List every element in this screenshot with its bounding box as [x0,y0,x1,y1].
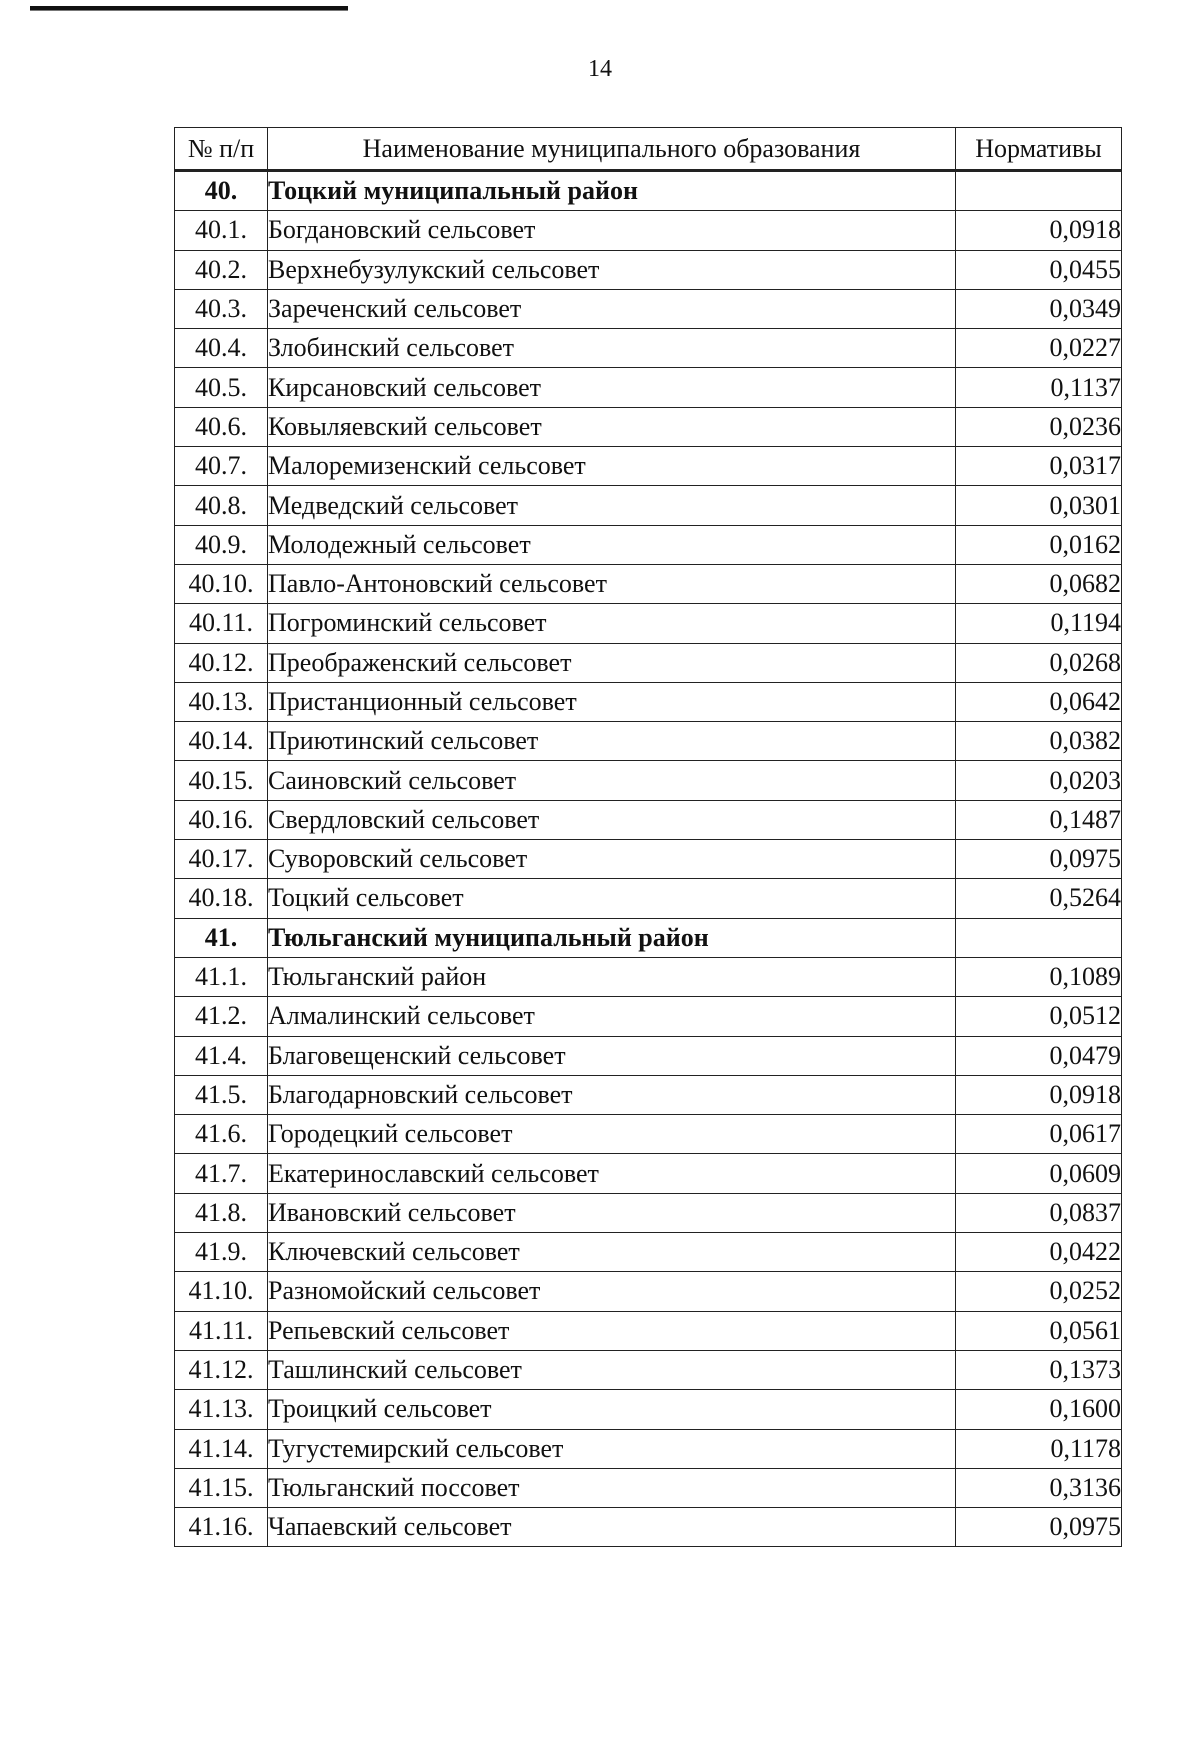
municipality-name: Разномойский сельсовет [268,1272,956,1311]
municipality-name: Благодарновский сельсовет [268,1075,956,1114]
row-number: 40.4. [175,329,268,368]
row-number: 40.9. [175,525,268,564]
norm-value: 0,0609 [956,1154,1122,1193]
district-name: Тюльганский муниципальный район [268,918,956,957]
table-row [175,486,1122,525]
row-number: 41.15. [175,1468,268,1507]
municipality-name: Свердловский сельсовет [268,800,956,839]
municipality-name: Троицкий сельсовет [268,1390,956,1429]
row-number: 40.13. [175,682,268,721]
table-row [175,997,1122,1036]
norm-value: 0,0422 [956,1233,1122,1272]
table-row [175,1233,1122,1272]
municipality-name: Саиновский сельсовет [268,761,956,800]
municipality-name: Малоремизенский сельсовет [268,447,956,486]
norm-value: 0,0252 [956,1272,1122,1311]
table-row [175,250,1122,289]
municipality-name: Тюльганский район [268,957,956,996]
municipality-name: Чапаевский сельсовет [268,1508,956,1547]
municipality-name: Ивановский сельсовет [268,1193,956,1232]
norm-value: 0,3136 [956,1468,1122,1507]
municipality-name: Городецкий сельсовет [268,1115,956,1154]
norm-value: 0,0975 [956,840,1122,879]
table-row [175,1350,1122,1389]
row-number: 41.12. [175,1350,268,1389]
municipality-name: Верхнебузулукский сельсовет [268,250,956,289]
table-row [175,329,1122,368]
norm-value: 0,0349 [956,289,1122,328]
row-number: 41.16. [175,1508,268,1547]
row-number: 40.17. [175,840,268,879]
norm-value: 0,0301 [956,486,1122,525]
norm-value: 0,0617 [956,1115,1122,1154]
norm-value: 0,1089 [956,957,1122,996]
table-row [175,407,1122,446]
row-number: 40.18. [175,879,268,918]
norm-value: 0,0268 [956,643,1122,682]
table-row [175,682,1122,721]
norm-value: 0,1194 [956,604,1122,643]
municipality-name: Екатеринославский сельсовет [268,1154,956,1193]
table-row [175,1468,1122,1507]
table-row [175,289,1122,328]
norm-value [956,171,1122,211]
norm-value: 0,0203 [956,761,1122,800]
table-row [175,604,1122,643]
municipality-name: Суворовский сельсовет [268,840,956,879]
table-row [175,957,1122,996]
table-row [175,1429,1122,1468]
table-row [175,1272,1122,1311]
row-number: 41.14. [175,1429,268,1468]
table-row [175,1115,1122,1154]
municipality-name: Павло-Антоновский сельсовет [268,564,956,603]
municipality-name: Тугустемирский сельсовет [268,1429,956,1468]
row-number: 41.11. [175,1311,268,1350]
row-number: 40.10. [175,564,268,603]
table-row [175,1311,1122,1350]
norm-value: 0,0561 [956,1311,1122,1350]
row-number: 41.13. [175,1390,268,1429]
municipality-name: Пристанционный сельсовет [268,682,956,721]
top-rule-thin [30,10,348,11]
row-number: 40.16. [175,800,268,839]
table-row [175,564,1122,603]
municipality-name: Ключевский сельсовет [268,1233,956,1272]
municipality-name: Репьевский сельсовет [268,1311,956,1350]
norm-value: 0,1600 [956,1390,1122,1429]
norm-value: 0,0162 [956,525,1122,564]
row-number: 40.2. [175,250,268,289]
table-row [175,1154,1122,1193]
table-row [175,368,1122,407]
row-number: 41.7. [175,1154,268,1193]
municipality-name: Алмалинский сельсовет [268,997,956,1036]
header-norms: Нормативы [956,128,1122,171]
table-row [175,1193,1122,1232]
row-number: 41.4. [175,1036,268,1075]
table-row [175,722,1122,761]
municipality-name: Тюльганский поссовет [268,1468,956,1507]
row-number: 41.8. [175,1193,268,1232]
table-group-row [175,918,1122,957]
norm-value: 0,0512 [956,997,1122,1036]
table-row [175,211,1122,250]
norm-value: 0,0236 [956,407,1122,446]
norm-value: 0,0642 [956,682,1122,721]
row-number: 40.3. [175,289,268,328]
table-row [175,1508,1122,1547]
row-number: 41. [175,918,268,957]
municipality-name: Кирсановский сельсовет [268,368,956,407]
norm-value: 0,0455 [956,250,1122,289]
row-number: 40. [175,171,268,211]
page-number: 14 [588,56,612,82]
row-number: 41.10. [175,1272,268,1311]
table-row [175,879,1122,918]
norm-value: 0,1487 [956,800,1122,839]
municipality-name: Приютинский сельсовет [268,722,956,761]
norm-value: 0,0682 [956,564,1122,603]
table-row [175,761,1122,800]
row-number: 40.12. [175,643,268,682]
header-name: Наименование муниципального образования [268,128,956,171]
table-row [175,1036,1122,1075]
municipality-name: Богдановский сельсовет [268,211,956,250]
row-number: 41.2. [175,997,268,1036]
table-group-row [175,171,1122,211]
table-row [175,643,1122,682]
norm-value: 0,0382 [956,722,1122,761]
table-body [175,171,1122,1547]
header-number: № п/п [175,128,268,171]
row-number: 41.9. [175,1233,268,1272]
table-row [175,840,1122,879]
norms-table [174,127,1122,1547]
municipality-name: Молодежный сельсовет [268,525,956,564]
row-number: 41.5. [175,1075,268,1114]
table-header-row [175,128,1122,171]
norm-value: 0,0975 [956,1508,1122,1547]
row-number: 40.11. [175,604,268,643]
municipality-name: Зареченский сельсовет [268,289,956,328]
municipality-name: Ташлинский сельсовет [268,1350,956,1389]
norm-value: 0,0317 [956,447,1122,486]
row-number: 41.6. [175,1115,268,1154]
municipality-name: Медведский сельсовет [268,486,956,525]
norm-value: 0,1373 [956,1350,1122,1389]
table-row [175,800,1122,839]
row-number: 40.6. [175,407,268,446]
norm-value: 0,1137 [956,368,1122,407]
norm-value: 0,0227 [956,329,1122,368]
norm-value: 0,0837 [956,1193,1122,1232]
norm-value [956,918,1122,957]
row-number: 40.15. [175,761,268,800]
table-row [175,1075,1122,1114]
table-row [175,1390,1122,1429]
municipality-name: Благовещенский сельсовет [268,1036,956,1075]
row-number: 40.1. [175,211,268,250]
norm-value: 0,1178 [956,1429,1122,1468]
row-number: 41.1. [175,957,268,996]
municipality-name: Злобинский сельсовет [268,329,956,368]
table-row [175,525,1122,564]
norm-value: 0,5264 [956,879,1122,918]
row-number: 40.8. [175,486,268,525]
row-number: 40.14. [175,722,268,761]
norm-value: 0,0479 [956,1036,1122,1075]
row-number: 40.7. [175,447,268,486]
municipality-name: Преображенский сельсовет [268,643,956,682]
district-name: Тоцкий муниципальный район [268,171,956,211]
municipality-name: Погроминский сельсовет [268,604,956,643]
table-row [175,447,1122,486]
norm-value: 0,0918 [956,1075,1122,1114]
municipality-name: Ковыляевский сельсовет [268,407,956,446]
row-number: 40.5. [175,368,268,407]
norm-value: 0,0918 [956,211,1122,250]
municipality-name: Тоцкий сельсовет [268,879,956,918]
